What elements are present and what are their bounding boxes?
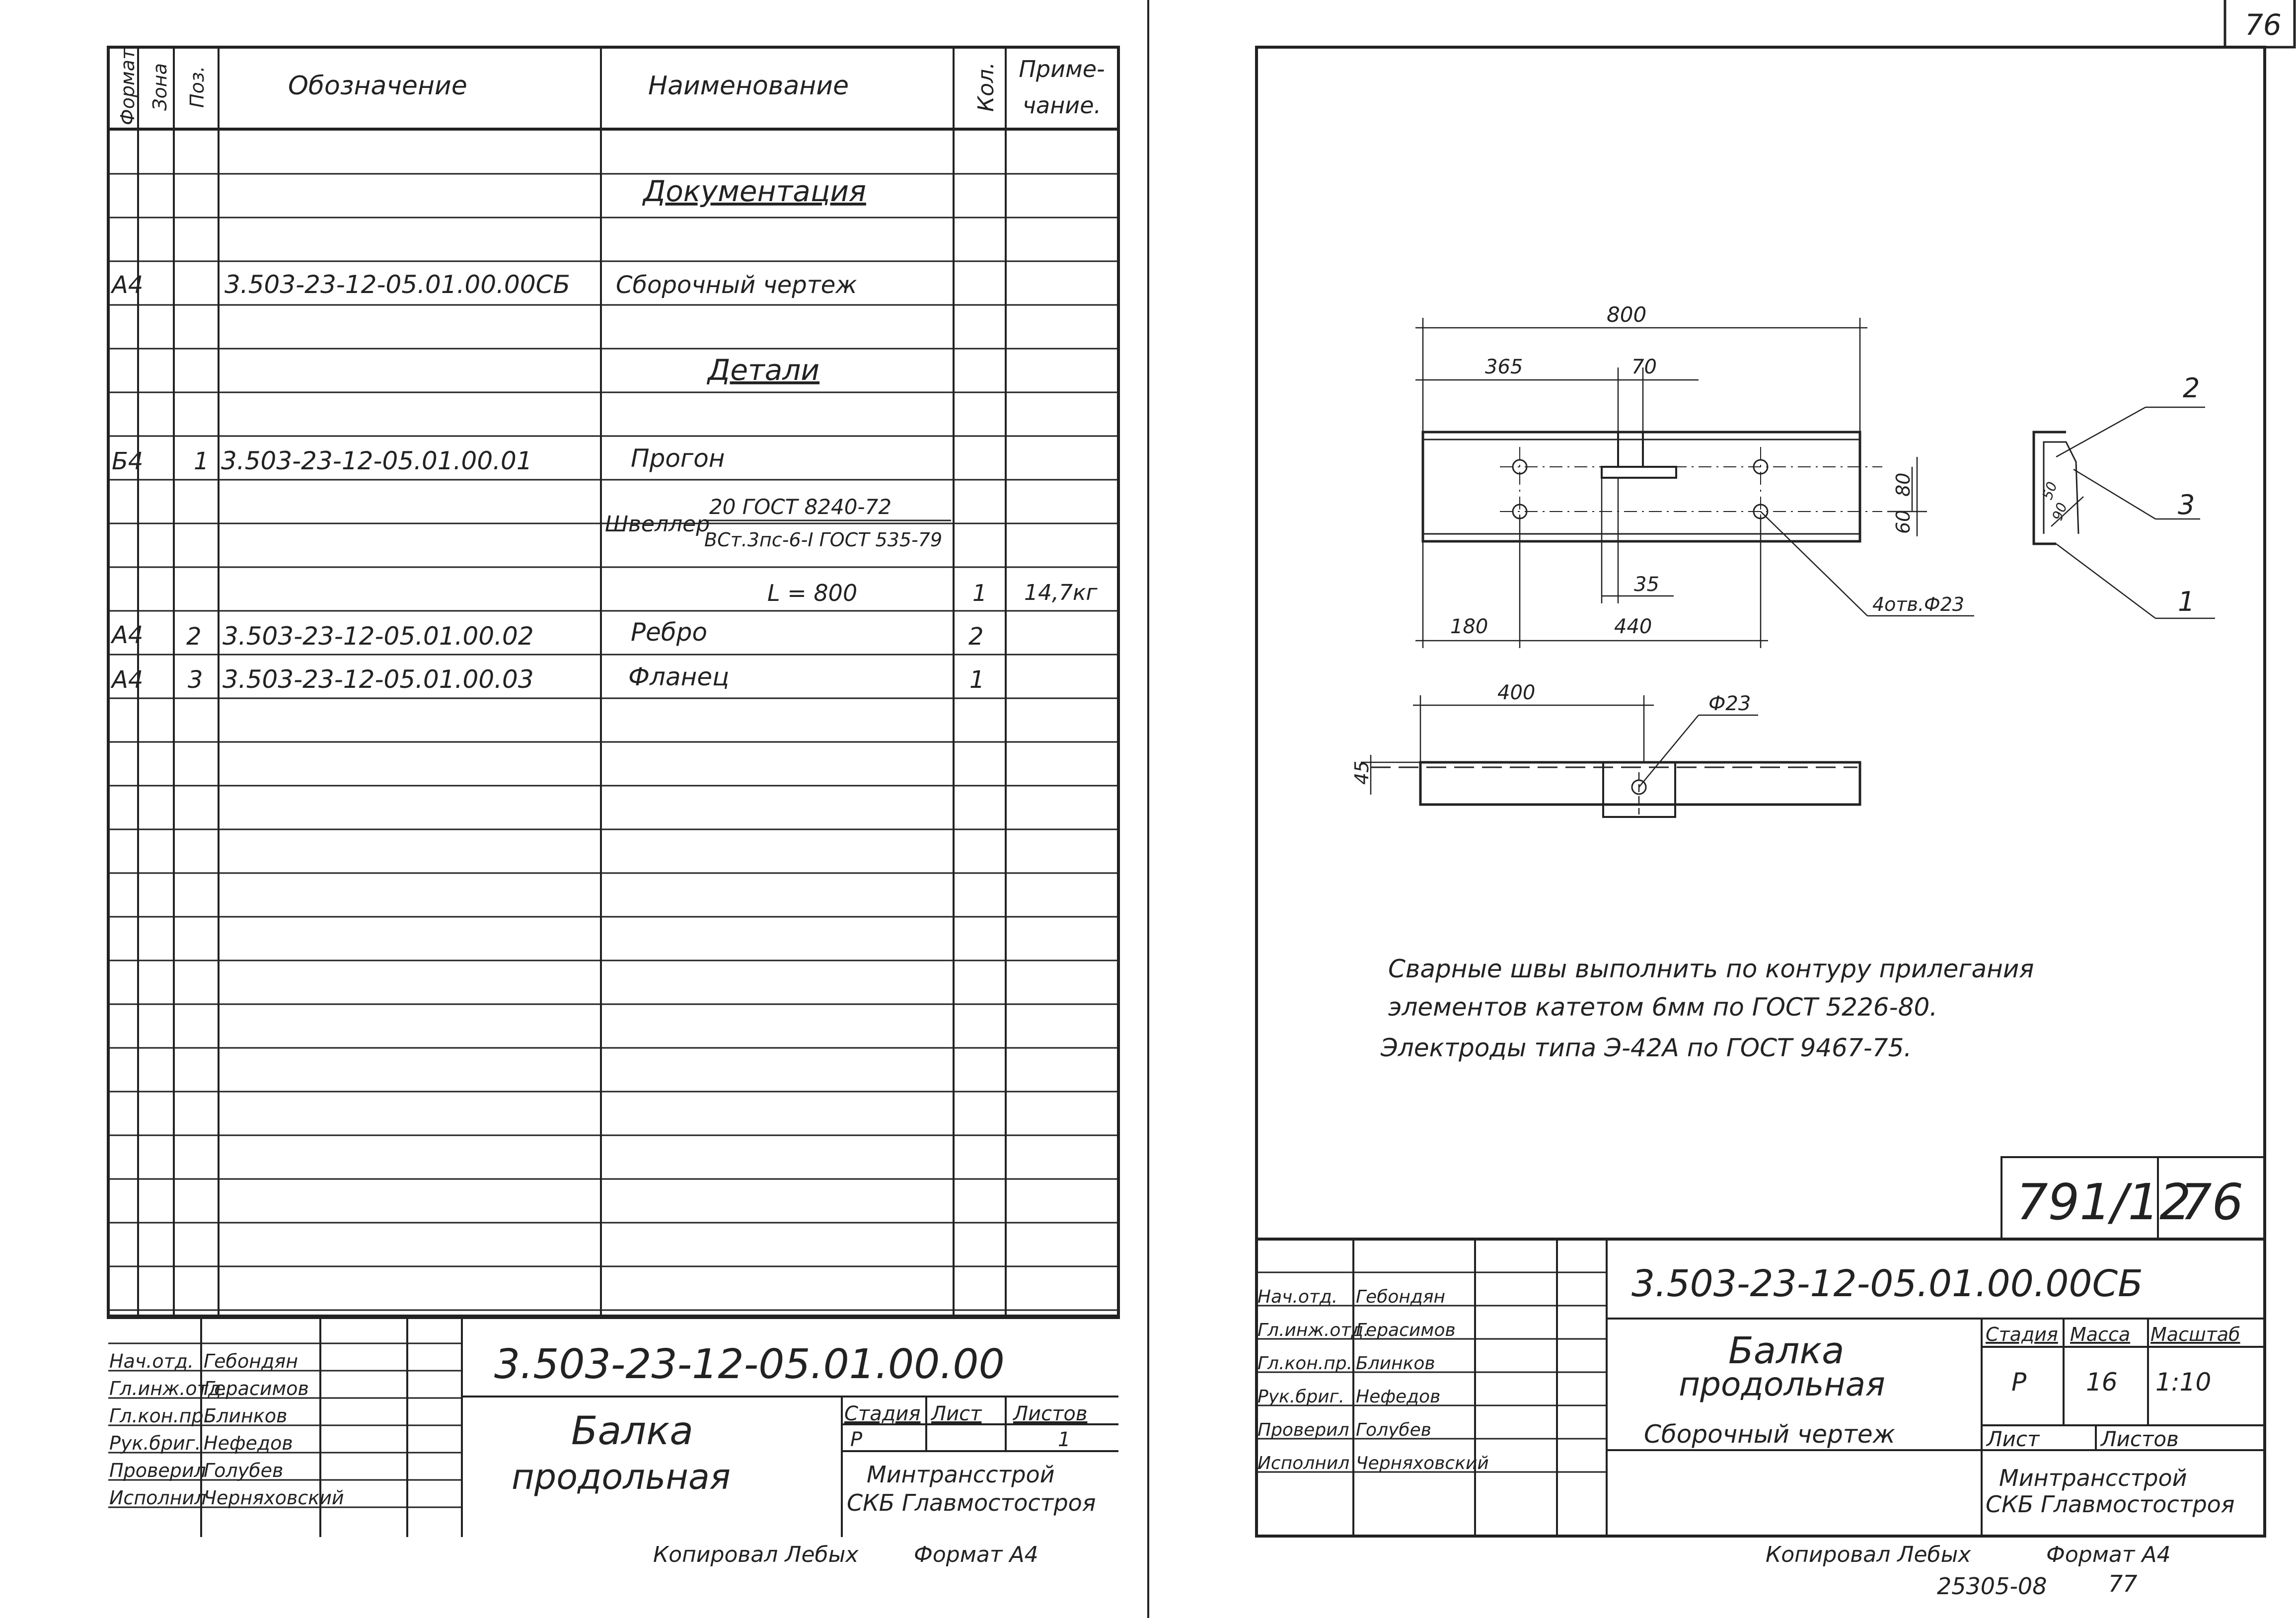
stage-value: Р [850,1428,863,1451]
right-frame [1257,47,2265,1536]
stage-label: Стадия [844,1402,921,1425]
row-format: Б4 [112,447,144,475]
signature-role: Рук.бриг. [1258,1387,1345,1407]
signature-name: Герасимов [204,1378,309,1399]
signature-list [109,1350,344,1509]
signature-name: Черняховский [204,1487,344,1509]
row-format: А4 [112,621,144,649]
holes-callout: 4отв.Ф23 [1872,593,1965,615]
signature-name: Герасимов [1356,1320,1456,1340]
centerlines [1500,447,1882,531]
signature-name: Голубев [1356,1420,1431,1440]
dim-440: 440 [1614,615,1652,638]
sheet-label: Лист [931,1402,982,1425]
dim-80: 80 [1892,472,1914,497]
signature-role: Гл.кон.пр. [1258,1353,1353,1374]
org-line-1: Минтрансстрой [867,1461,1055,1488]
channel-denominator: ВСт.3пс-6-I ГОСТ 535-79 [704,529,943,551]
header-note-2: чание. [1022,92,1102,119]
position-3: 3 [2178,489,2195,520]
dim-400: 400 [1497,681,1536,704]
title-line-2: продольная [1679,1365,1885,1403]
row-pos: 1 [194,447,209,475]
signature-name: Черняховский [1356,1453,1489,1473]
beam-section-view [2034,372,2215,618]
album-sheet: 76 [2180,1173,2244,1231]
title-code: 3.503-23-12-05.01.00.00СБ [1631,1262,2143,1305]
position-1: 1 [2178,586,2195,617]
dim-35: 35 [1634,573,1659,596]
signature-name: Гебондян [204,1350,298,1372]
signature-name: Нефедов [1356,1387,1441,1407]
channel-length: L = 800 [767,580,858,606]
channel-qty: 1 [972,580,987,606]
inventory-number: 25305-08 [1937,1573,2047,1600]
title-subtitle: Сборочный чертеж [1644,1420,1895,1449]
signature-name: Голубев [204,1460,284,1481]
signature-role: Нач.отд. [109,1350,194,1372]
channel-label: Швеллер [605,512,710,537]
row-format: А4 [112,666,144,694]
row-pos: 3 [188,666,203,694]
title-line-1: Балка [1728,1329,1845,1372]
stage-value: Р [2011,1368,2027,1397]
right-sheet [1257,0,2295,1600]
signature-role: Исполнил [1258,1453,1350,1473]
channel-numerator: 20 ГОСТ 8240-72 [709,495,892,519]
header-qty: Кол. [973,62,999,112]
signature-role: Гл.кон.пр. [109,1405,210,1427]
beam-main-view [1415,302,1974,648]
row-qty: 1 [969,666,985,694]
scale-value: 1:10 [2155,1368,2212,1397]
scale-label: Масштаб [2150,1324,2240,1345]
signature-role: Нач.отд. [1258,1287,1338,1307]
signature-name: Блинков [204,1405,288,1427]
hole [1513,460,1768,518]
row-designation: 3.503-23-12-05.01.00.03 [222,665,534,694]
format-label: Формат А4 [914,1542,1038,1567]
position-2: 2 [2183,372,2200,404]
row-designation: 3.503-23-12-05.01.00.01 [221,446,532,475]
signature-role: Проверил [109,1460,206,1481]
sheets-label: Листов [1013,1402,1088,1425]
row-name: Прогон [631,444,725,473]
signature-role: Гл.инж.отд. [1258,1320,1369,1340]
mass-value: 16 [2086,1368,2118,1397]
header-designation: Обозначение [288,71,467,101]
title-code: 3.503-23-12-05.01.00.00 [494,1341,1005,1388]
rib-flange [1602,467,1676,478]
signature-name: Блинков [1356,1353,1435,1374]
format-label: Формат А4 [2046,1542,2171,1567]
page-number: 77 [2108,1570,2138,1597]
row-designation: 3.503-23-12-05.01.00.00СБ [224,270,570,299]
header-note-1: Приме- [1019,56,1105,82]
sheets-value: 1 [1058,1428,1071,1451]
sheets-label: Листов [2101,1427,2179,1451]
copied-by: Копировал Лебых [653,1542,859,1567]
row-format: А4 [112,271,144,299]
beam-outline [1423,432,1860,541]
section-details: Детали [708,353,820,387]
title-line-1: Балка [571,1409,694,1454]
copied-by: Копировал Лебых [1766,1542,1971,1567]
row-name: Сборочный чертеж [616,271,857,299]
row-name: Фланец [628,662,730,691]
signature-role: Проверил [1258,1420,1349,1440]
flange-outline [1420,762,1860,805]
channel-mass: 14,7кг [1024,580,1098,605]
title-line-2: продольная [512,1457,731,1497]
signature-list [1258,1287,1489,1473]
signature-role: Гл.инж.отд. [109,1378,227,1399]
dim-45: 45 [1351,760,1373,785]
section-documentation: Документация [643,174,866,208]
header-pos: Поз. [186,66,208,108]
dim-60: 60 [1892,510,1914,534]
dim-70: 70 [1631,356,1657,378]
header-name: Наименование [648,71,849,101]
dim-365: 365 [1485,356,1523,378]
mass-label: Масса [2070,1324,2131,1345]
note-line-3: Электроды типа Э-42А по ГОСТ 9467-75. [1381,1033,1912,1062]
dim-90: 90 [2049,500,2071,523]
dim-phi23: Ф23 [1708,692,1751,715]
header-format: Формат [117,48,139,126]
sheet-label: Лист [1987,1427,2040,1451]
org-line-2: СКБ Главмостостроя [847,1489,1096,1516]
row-pos: 2 [186,623,202,651]
dim-50: 50 [2039,479,2061,502]
rib-plate [1618,432,1643,467]
row-name: Ребро [631,618,708,647]
org-line-2: СКБ Главмостостроя [1986,1491,2235,1518]
signature-role: Рук.бриг. [109,1432,201,1454]
org-line-1: Минтрансстрой [1999,1465,2187,1491]
row-designation: 3.503-23-12-05.01.00.02 [222,622,534,651]
row-qty: 2 [968,623,984,651]
note-line-2: элементов катетом 6мм по ГОСТ 5226-80. [1388,993,1938,1022]
dim-800: 800 [1607,302,1647,327]
signature-name: Нефедов [204,1432,293,1454]
note-line-1: Сварные швы выполнить по контуру прилегания [1388,955,2034,983]
stage-label: Стадия [1986,1324,2058,1345]
beam-top-view [1351,681,1860,817]
left-sheet [108,47,1118,1567]
sheet-number: 76 [2245,8,2282,42]
header-zone: Зона [149,63,171,111]
signature-role: Исполнил [109,1487,207,1509]
dim-180: 180 [1450,615,1488,638]
spec-row-lines [108,174,1118,1310]
album-number: 791/12 [2016,1173,2191,1231]
signature-name: Гебондян [1356,1287,1446,1307]
